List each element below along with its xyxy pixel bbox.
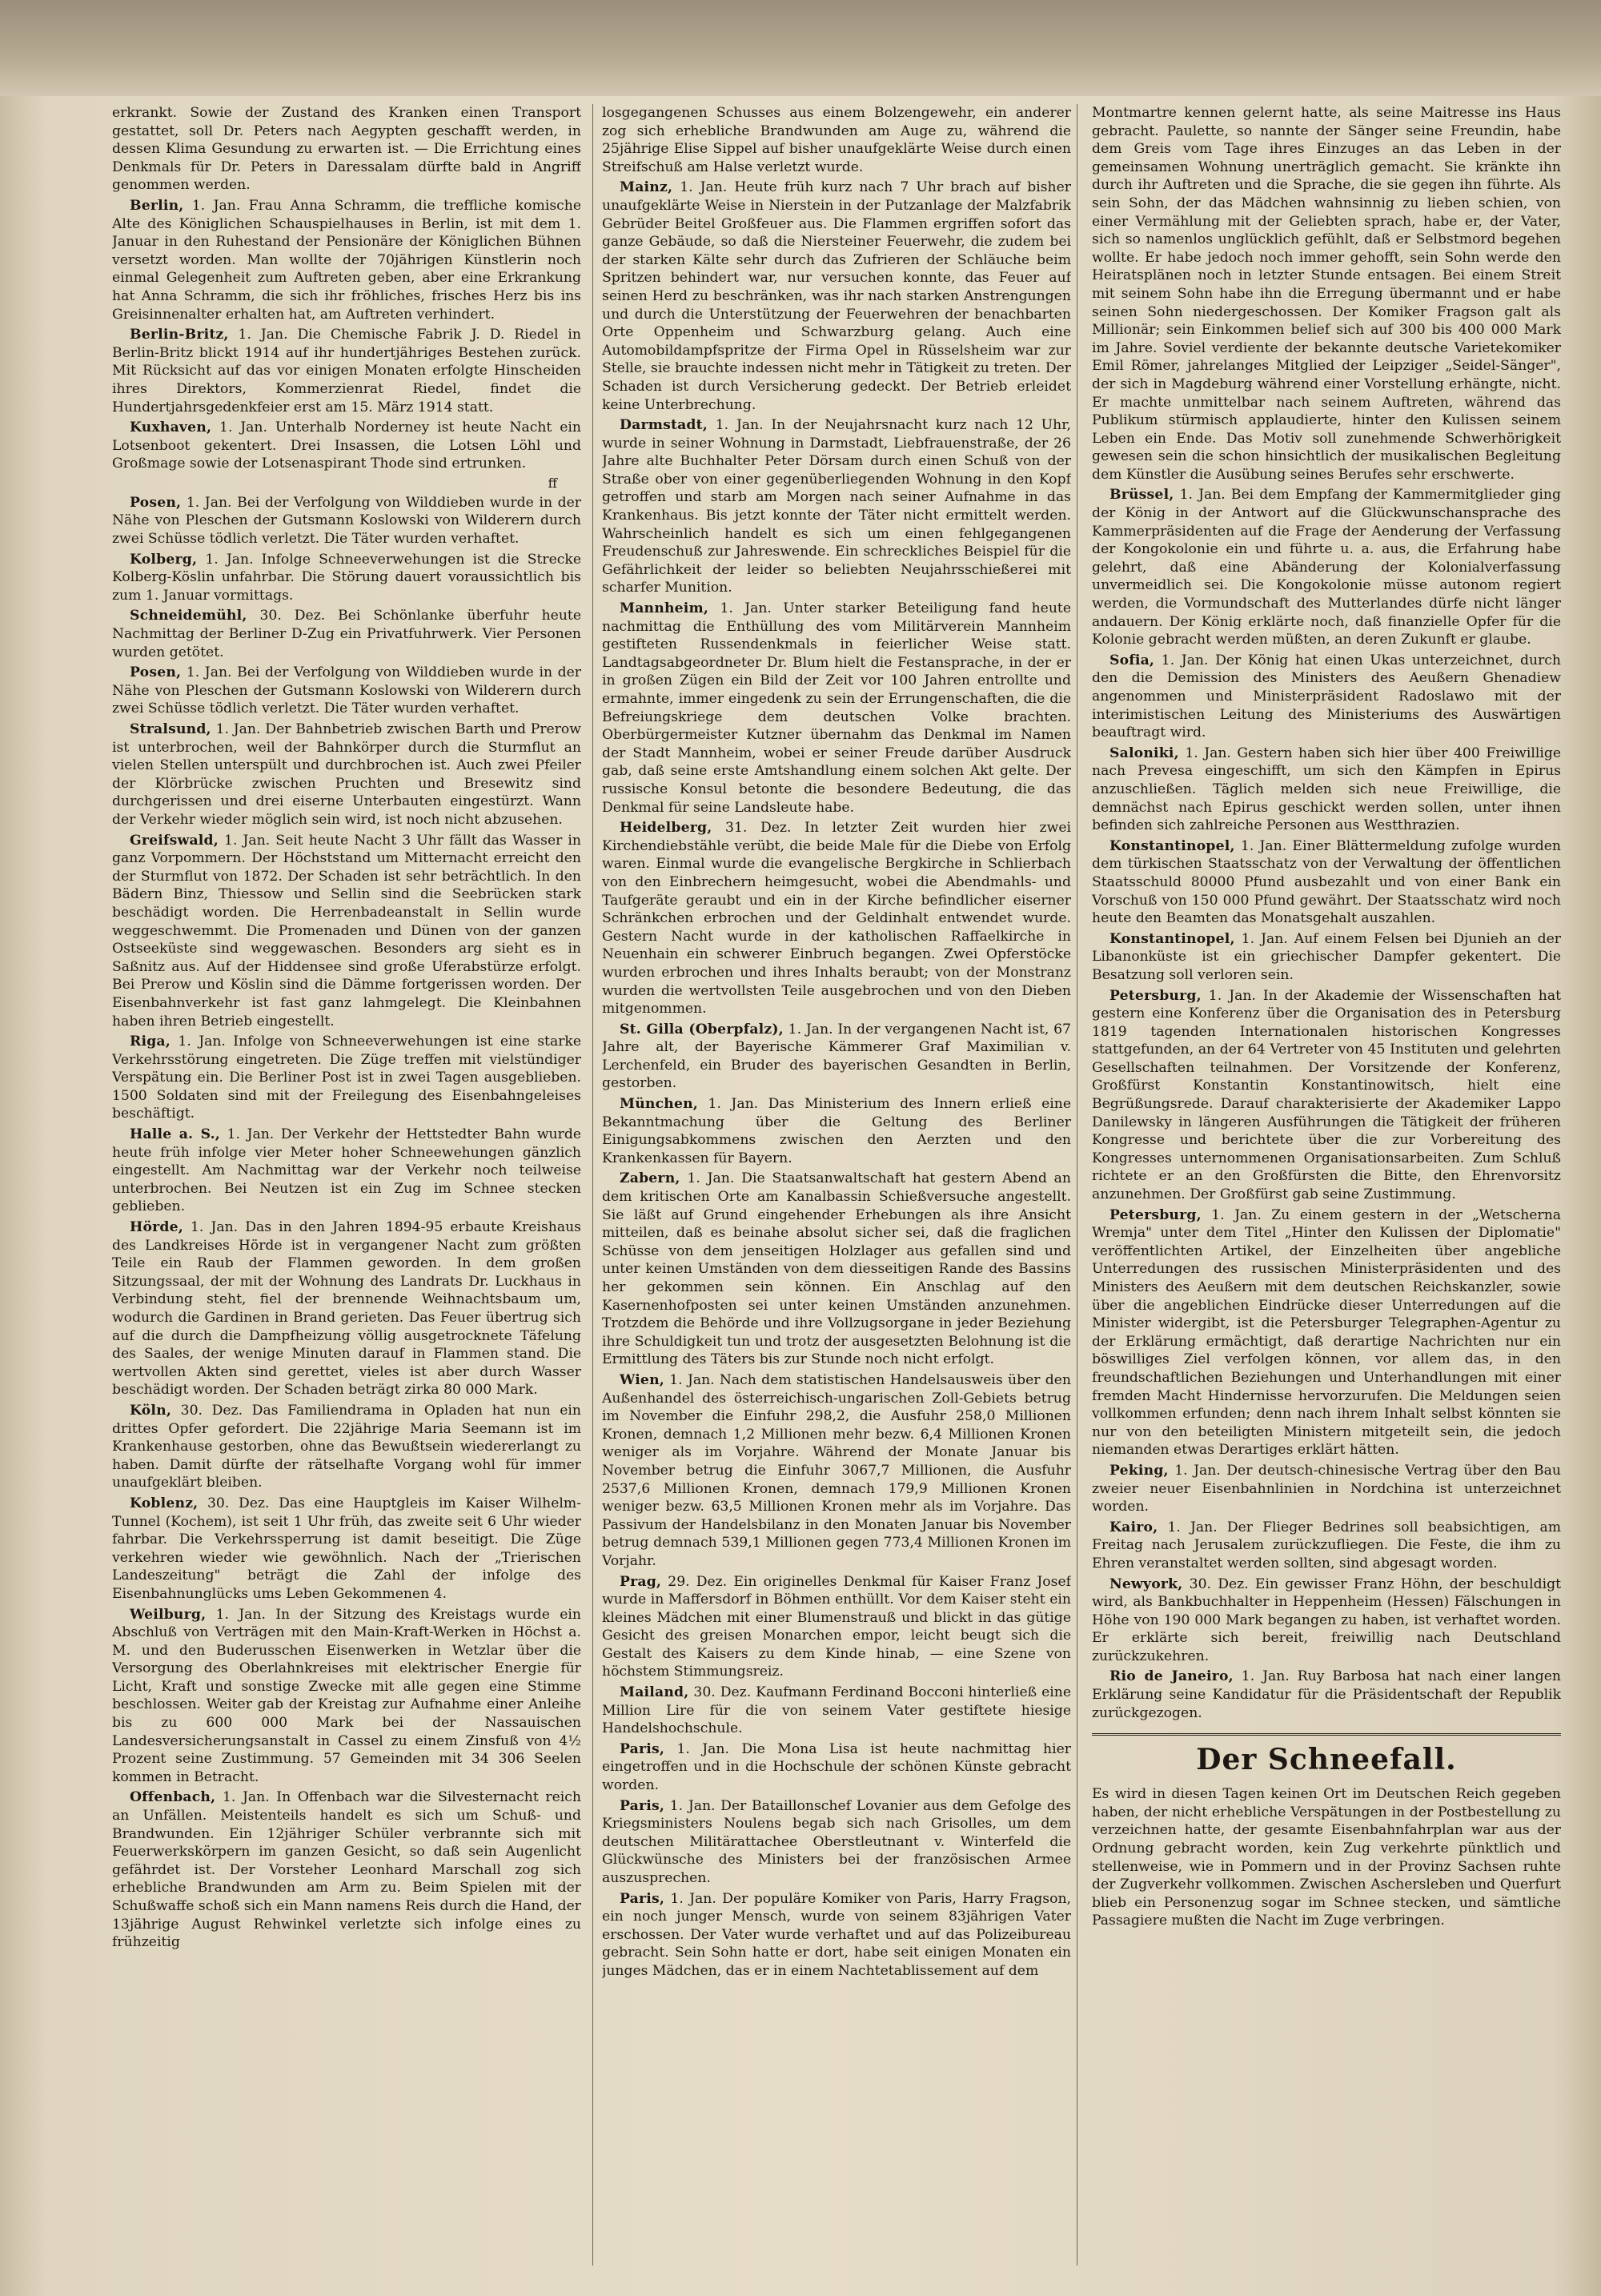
- news-item: [112, 326, 581, 416]
- news-item: [112, 1788, 581, 1951]
- news-item: [112, 607, 581, 661]
- news-text: 1. Jan. Nach dem statistischen Handelsausweis über den Außenhandel des österreichisch-ungarischen Zoll-Gebiets betrug im November die Einfuhr 298,2, die Ausfuhr 258,0 Millionen Kronen, demnach 1,2 Millionen mehr bezw. 6,4 Millionen Kronen weniger als im Vorjahre. Während der Monate Januar bis November betrug die Einfuhr 3067,7 Millionen, die Ausfuhr 2537,6 Millionen Kronen, demnach 179,9 Millionen Kronen weniger bezw. 63,5 Millionen Kronen mehr als im Vorjahre. Das Passivum der Handelsbilanz in den Monaten Januar bis November betrug demnach 539,1 Millionen gegen 773,4 Millionen Kronen im Vorjahr.: [602, 1371, 1071, 1569]
- dateline-place: Mailand,: [620, 1684, 689, 1701]
- news-item: [112, 1033, 581, 1123]
- dateline-place: Weilburg,: [130, 1606, 207, 1623]
- dateline-place: München,: [620, 1096, 698, 1113]
- news-text: 1. Jan. Unter starker Beteiligung fand heute nachmittag die Enthüllung des vom Militärverein Mannheim gestifteten Russendenkmals in feierlicher Weise statt. Landtagsabgeordneter Dr. Blum hielt die Festansprache, in der er in großen Zügen ein Bild der Zeit vor 100 Jahren entrollte und ermahnte, immer eingedenk zu sein der Errungenschaften, die die Befreiungskriege dem deutschen Volke brachten. Oberbürgermeister Kutzner übernahm das Denkmal im Namen der Stadt Mannheim, wobei er seiner Freude darüber Ausdruck gab, daß seine erste Amtshandlung einem solchen Akt gelte. Der russische Konsul betonte die besondere Bedeutung, die das Denkmal für seine Landsleute habe.: [602, 600, 1071, 816]
- news-item: [112, 664, 581, 718]
- news-text: Montmartre kennen gelernt hatte, als seine Maitresse ins Haus gebracht. Paulette, so nannte der Sänger seine Freundin, habe dem Greis vom Tage ihres Einzuges an das Leben in der gemeinsamen Wohnung unerträglich gemacht. Sie kränkte ihn durch ihr Auftreten und die Sprache, die sie gegen ihn führte. Als sein Sohn, der das Mädchen wahnsinnig zu lieben schien, von einer Vermählung mit der Geliebten sprach, habe er, der Vater, sich so namenlos unglücklich gefühlt, daß er Selbstmord begehen wollte. Er habe jedoch noch immer gehofft, sein Sohn werde den Heiratsplänen noch in letzter Stunde entsagen. Bei einem Streit mit seinem Sohn habe ihn die Erregung übermannt und er habe seinen Sohn niedergeschossen. Der Komiker Fragson galt als Millionär; sein Einkommen belief sich auf 300 bis 400 000 Mark im Jahre. Soviel verdiente der bekannte deutsche Varietekomiker Emil Römer, jahrelanges Mitglied der Leipziger „Seidel-Sänger", der sich in Magdeburg während einer Vorstellung erhängte, nicht. Er machte unmittelbar nach seinem Auftreten, während das Publikum stürmisch applaudierte, hinter den Kulissen seinem Leben ein Ende. Das Motiv soll zunehmende Schwerhörigkeit gewesen sein die schon hinsichtlich der musikalischen Begleitung dem Künstler die Ausübung seines Berufes sehr erschwerte.: [1092, 105, 1561, 483]
- news-text: 1. Jan. Der Flieger Bedrines soll beabsichtigen, am Freitag nach Jerusalem zurückzufliegen. Die Feste, die ihm zu Ehren veranstaltet werden sollten, sind abgesagt worden.: [1092, 1519, 1561, 1571]
- news-text: 1. Jan. Einer Blättermeldung zufolge wurden dem türkischen Staatsschatz von der Verwaltung der öffentlichen Staatsschuld 80000 Pfund ausbezahlt und von einer Bank ein Vorschuß von 150 000 Pfund gewährt. Der Staatsschatz wird noch heute den Beamten das Monatsgehalt auszahlen.: [1092, 837, 1561, 927]
- dateline-place: Prag,: [620, 1573, 662, 1590]
- news-item: [602, 1371, 1071, 1571]
- news-item: [602, 179, 1071, 414]
- news-item: [1092, 1785, 1561, 1930]
- news-item: [112, 1606, 581, 1787]
- column-container: [112, 104, 1561, 2266]
- dateline-place: Peking,: [1109, 1462, 1169, 1479]
- dateline-place: Köln,: [130, 1402, 172, 1419]
- news-text: 30. Dez. Das eine Hauptgleis im Kaiser Wilhelm-Tunnel (Kochem), ist seit 1 Uhr früh, das zweite seit 6 Uhr wieder fahrbar. Die Verkehrssperrung ist damit beseitigt. Die Züge verkehren wieder wie gewöhnlich. Nach der „Trierischen Landeszeitung" beträgt die Zahl der infolge des Eisenbahnunglücks ums Leben Gekommenen 4.: [112, 1495, 581, 1602]
- news-item: [602, 104, 1071, 176]
- news-item: [112, 494, 581, 548]
- news-item: [1092, 1462, 1561, 1516]
- news-text: 1. Jan. Die Staatsanwaltschaft hat gestern Abend an dem kritischen Orte am Kanalbassin Schießversuche angestellt. Sie läßt auf Grund eingehender Erhebungen als ihre Ansicht mitteilen, daß es beinahe absolut sicher sei, daß die fraglichen Schüsse von dem jenseitigen Holzlager aus gefallen sind und unter keinen Umständen von dem diesseitigen Rande des Bassins her gekommen sein können. Ein Anschlag auf den Kasernenhofposten sei unter keinen Umständen anzunehmen. Trotzdem die Behörde und ihre Vollzugsorgane in jeder Beziehung ihre Schuldigkeit tun und trotz der ausgesetzten Belohnung ist die Ermittlung des Täters bis zur Stunde noch nicht erfolgt.: [602, 1170, 1071, 1368]
- news-item: [112, 197, 581, 323]
- news-item: [602, 1573, 1071, 1682]
- news-text: 1. Jan. Seit heute Nacht 3 Uhr fällt das Wasser in ganz Vorpommern. Der Höchststand um Mitternacht erreicht den der Sturmflut von 1872. Der Schaden ist sehr beträchtlich. In den Bädern Binz, Thiessow und Sellin sind die Seebrücken stark beschädigt worden. Die Herrenbadeanstalt in Sellin wurde weggeschwemmt. Die Promenaden und Dünen von der ganzen Ostseeküste sind weggewaschen. Besonders arg sieht es in Saßnitz aus. Auf der Hiddensee sind große Uferabstürze erfolgt. Bei Prerow und Köslin sind die Dämme fortgerissen worden. Der Eisenbahnverkehr ist fast ganz lahmgelegt. Die Kleinbahnen haben ihren Betrieb eingestellt.: [112, 832, 581, 1030]
- news-text: erkrankt. Sowie der Zustand des Kranken einen Transport gestattet, soll Dr. Peters nach Aegypten geschafft werden, in dessen Klima Gesundung zu erwarten ist. — Die Errichtung eines Denkmals für Dr. Peters in Daressalam dürfte bald in Angriff genommen werden.: [112, 105, 581, 194]
- news-text: 1. Jan. In der Neujahrsnacht kurz nach 12 Uhr, wurde in seiner Wohnung in Darmstadt, Liebfrauenstraße, der 26 Jahre alte Buchhalter Peter Dörsam durch einen Schuß von der Straße ober von einer gegenüberliegenden Wohnung in den Kopf getroffen und starb am Morgen nach seiner Aufnahme in das Krankenhaus. Bis jetzt konnte der Täter nicht ermittelt werden. Wahrscheinlich handelt es sich um einen fehlgegangenen Freudenschuß zur Jahreswende. Ein schreckliches Beispiel für die Gefährlichkeit der leider so beliebten Neujahrsschießerei mit scharfer Munition.: [602, 417, 1071, 596]
- dateline-place: Greifswald,: [130, 832, 219, 849]
- news-text: losgegangenen Schusses aus einem Bolzengewehr, ein anderer zog sich erhebliche Brandwunden am Auge zu, während die 25jährige Elise Sippel auf bisher unaufgeklärte Weise durch einen Streifschuß am Halse verletzt wurde.: [602, 105, 1071, 175]
- dateline-place: Konstantinopel,: [1109, 837, 1235, 854]
- news-item: [1092, 987, 1561, 1204]
- news-text: 30. Dez. Das Familiendrama in Opladen hat nun ein drittes Opfer gefordert. Die 22jährige Maria Seemann ist im Krankenhause gestorben, ohne das Bewußtsein wiedererlangt zu haben. Damit dürfte der rätselhafte Vorgang wohl für immer unaufgeklärt bleiben.: [112, 1402, 581, 1491]
- news-item: [112, 551, 581, 605]
- dateline-place: St. Gilla (Oberpfalz),: [620, 1021, 784, 1038]
- news-text: 1. Jan. Heute früh kurz nach 7 Uhr brach auf bisher unaufgeklärte Weise in Nierstein in der Putzanlage der Malzfabrik Gebrüder Beitel Großfeuer aus. Die Flammen ergriffen sofort das ganze Gebäude, so daß die Niersteiner Feuerwehr, die zudem bei der starken Kälte sehr durch das Zufrieren der Schläuche beim Spritzen behindert war, nur versuchen konnte, das Feuer auf seinen Herd zu beschränken, was ihr nach starken Anstrengungen und durch die Unterstützung der Feuerwehren der benachbarten Orte Oppenheim und Schwarzburg gelang. Auch eine Automobildampfspritze der Firma Opel in Rüsselsheim war zur Stelle, sie brauchte indessen nicht mehr in Tätigkeit zu treten. Der Schaden ist durch Versicherung gedeckt. Der Betrieb erleidet keine Unterbrechung.: [602, 179, 1071, 413]
- news-text: 30. Dez. Ein gewisser Franz Höhn, der beschuldigt wird, als Bankbuchhalter in Heppenheim (Hessen) Fälschungen in Höhe von 190 000 Mark begangen zu haben, ist verhaftet worden. Er erklärte sich bereit, freiwillig nach Deutschland zurückzukehren.: [1092, 1575, 1561, 1664]
- news-text: 1. Jan. In Offenbach war die Silvesternacht reich an Unfällen. Meistenteils handelt es sich um Schuß- und Brandwunden. Ein 12jähriger Schüler verbrannte sich mit Feuerwerkskörpern im ganzen Gesicht, so daß sein Augenlicht gefährdet ist. Der Vorsteher Leonhard Marschall zog sich erhebliche Brandwunden am Arm zu. Beim Spielen mit der Schußwaffe schoß sich ein Mann namens Reis durch die Hand, der 13jährige August Rehwinkel verletzte sich infolge eines zu frühzeitig: [112, 1789, 581, 1951]
- news-text: 1. Jan. Frau Anna Schramm, die treffliche komische Alte des Königlichen Schauspielhauses in Berlin, ist mit dem 1. Januar in den Ruhestand der Pensionäre der Königlichen Bühnen versetzt worden. Man wollte der 70jährigen Künstlerin noch einmal Gelegenheit zum Auftreten geben, aber eine Erkrankung hat Anna Schramm, die sich ihr fröhliches, frisches Herz bis ins Greisinnenalter erhalten hat, am Auftreten verhindert.: [112, 197, 581, 323]
- dateline-place: Paris,: [620, 1740, 665, 1757]
- news-text: 31. Dez. In letzter Zeit wurden hier zwei Kirchendiebstähle verübt, die beide Male für die Diebe von Erfolg waren. Einmal wurde die evangelische Bergkirche in Schlierbach von den Einbrechern heimgesucht, wobei die Abendmahls- und Taufgeräte geraubt und ein in der Kirche befindlicher eiserner Schränkchen erbrochen und der Geldinhalt entwendet wurde. Gestern Nacht wurde in der katholischen Raffaelkirche in Neuenhain ein schwerer Einbruch begangen. Zwei Opferstöcke wurden erbrochen und ihres Inhalts beraubt; von der Monstranz wurden die wertvollsten Teile ausgebrochen und von den Dieben mitgenommen.: [602, 820, 1071, 1018]
- dateline-place: Heidelberg,: [620, 820, 712, 837]
- news-text: 1. Jan. Bei dem Empfang der Kammermitglieder ging der König in der Antwort auf die Glückwunschansprache des Kammerpräsidenten auf die Frage der Aenderung der Verfassung der Kongokolonie ein und führte u. a. aus, die Erfahrung habe gelehrt, daß eine Abänderung der Kolonialverfassung unvermeidlich sei. Die Kongokolonie müsse autonom regiert werden, die Vormundschaft des Mutterlandes dürfe nicht länger andauern. Der König erklärte noch, daß finanzielle Opfer für die Kolonie gebracht werden müßten, an deren Zukunft er glaube.: [1092, 487, 1561, 648]
- dateline-place: Mannheim,: [620, 600, 709, 617]
- news-item: [602, 1740, 1071, 1795]
- column-2: [602, 104, 1071, 2266]
- news-item: [602, 819, 1071, 1018]
- column-1: [112, 104, 581, 2266]
- news-text: 1. Jan. Bei der Verfolgung von Wilddieben wurde in der Nähe von Pleschen der Gutsmann Koslowski von Wilderern durch zwei Schüsse tödlich verletzt. Die Täter wurden verhaftet.: [112, 664, 581, 717]
- dateline-place: Petersburg,: [1109, 987, 1202, 1004]
- news-text: 1. Jan. In der Sitzung des Kreistags wurde ein Abschluß von Verträgen mit den Main-Kraft-Werken in Höchst a. M. und den Buderusschen Eisenwerken in Wetzlar über die Versorgung des Oberlahnkreises mit elektrischer Energie für Licht, Kraft und sonstige Zwecke mit alle gegen eine Stimme beschlossen. Weiter gab der Kreistag zur Aufnahme einer Anleihe bis zu 600 000 Mark bei der Nassauischen Landesversicherungsanstalt in Cassel zu einem Zinsfuß von 4½ Prozent seine Zustimmung. 57 Gemeinden mit 34 306 Seelen kommen in Betracht.: [112, 1606, 581, 1785]
- page-top-edge: [0, 0, 1601, 96]
- news-text: 1. Jan. Ruy Barbosa hat nach einer langen Erklärung seine Kandidatur für die Präsidentschaft der Republik zurückgezogen.: [1092, 1668, 1561, 1721]
- news-text: 1. Jan. Zu einem gestern in der „Wetscherna Wremja" unter dem Titel „Hinter den Kulissen der Diplomatie" veröffentlichten Artikel, der Einzelheiten über angebliche Unterredungen des russischen Ministerpräsidenten und des Ministers des Aeußern mit dem deutschen Reichskanzler, sowie über die angeblichen Eindrücke dieser Unterredungen auf die Minister widergibt, ist die Petersburger Telegraphen-Agentur zu der Erklärung ermächtigt, daß derartige Nachrichten nur ein böswilliges Ziel verfolgen können, vor allem das, in den freundschaftlichen Beziehungen und Unterhandlungen mit einer fremden Macht Hindernisse hervorzurufen. Die Meldungen seien vollkommen erfunden; denn nach ihrem Inhalt selbst könnten sie nur von den beteiligten Ministern mitgeteilt sein, die jedoch niemanden etwas Derartiges erklärt hätten.: [1092, 1206, 1561, 1459]
- news-text: 1. Jan. Bei der Verfolgung von Wilddieben wurde in der Nähe von Pleschen der Gutsmann Koslowski von Wilderern durch zwei Schüsse tödlich verletzt. Die Täter wurden verhaftet.: [112, 494, 581, 548]
- news-item: [602, 1095, 1071, 1167]
- news-item: [1092, 104, 1561, 484]
- news-item: [1092, 745, 1561, 835]
- column-divider: [592, 104, 593, 2266]
- news-text: 30. Dez. Bei Schönlanke überfuhr heute Nachmittag der Berliner D-Zug ein Privatfuhrwerk. Vier Personen wurden getötet.: [112, 608, 581, 660]
- section-divider: [1092, 1733, 1561, 1736]
- dateline-place: Konstantinopel,: [1109, 930, 1235, 947]
- news-item: [112, 1402, 581, 1492]
- news-item: [112, 721, 581, 829]
- news-item: [1092, 930, 1561, 985]
- news-text: Es wird in diesen Tagen keinen Ort im Deutschen Reich gegeben haben, der nicht erhebliche Verspätungen in der Postbestellung zu verzeichnen hatte, der gesamte Eisenbahnfahrplan war aus der Ordnung gebracht worden, kein Zug verkehrte pünktlich und stellenweise, wie in Pommern und in der Provinz Sachsen ruhte der Zugverkehr vollkommen. Zwischen Aschersleben und Querfurt blieb ein Personenzug sogar im Schnee stecken, und sämtliche Passagiere mußten die Nacht im Zuge verbringen.: [1092, 1786, 1561, 1929]
- news-item: [1092, 652, 1561, 742]
- dateline-place: Sofia,: [1109, 652, 1155, 668]
- news-item: [602, 1021, 1071, 1093]
- dateline-place: Saloniki,: [1109, 745, 1179, 761]
- dateline-place: Rio de Janeiro,: [1109, 1668, 1234, 1685]
- news-text: 30. Dez. Kaufmann Ferdinand Bocconi hinterließ eine Million Lire für die von seinem Vater gestiftete hiesige Handelshochschule.: [602, 1684, 1071, 1737]
- news-item: [112, 419, 581, 473]
- dateline-place: Hörde,: [130, 1219, 183, 1236]
- dateline-place: Petersburg,: [1109, 1206, 1202, 1223]
- news-text: 1. Jan. Der Verkehr der Hettstedter Bahn wurde heute früh infolge vier Meter hoher Schneewehungen gänzlich eingestellt. Am Nachmittag war der Verkehr noch teilweise unterbrochen. Bei Neutzen ist ein Zug im Schnee stecken geblieben.: [112, 1126, 581, 1215]
- news-text: 1. Jan. Die Chemische Fabrik J. D. Riedel in Berlin-Britz blickt 1914 auf ihr hundertjähriges Bestehen zurück. Mit Rücksicht auf das vor einigen Monaten erfolgte Hinscheiden ihres Direktors, Kommerzienrat Riedel, findet die Hundertjahrsgedenkfeier erst am 15. März 1914 statt.: [112, 327, 581, 415]
- dateline-place: Berlin-Britz,: [130, 327, 229, 343]
- dateline-place: Kairo,: [1109, 1519, 1158, 1535]
- author-mark: ff: [548, 475, 557, 491]
- column-3: [1092, 104, 1561, 2266]
- dateline-place: Posen,: [130, 494, 182, 511]
- dateline-place: Paris,: [620, 1890, 665, 1907]
- news-item: [602, 1170, 1071, 1369]
- news-item: [1092, 1668, 1561, 1722]
- dateline-place: Halle a. S.,: [130, 1126, 220, 1143]
- dateline-place: Posen,: [130, 664, 182, 681]
- dateline-place: Paris,: [620, 1797, 665, 1814]
- dateline-place: Brüssel,: [1109, 487, 1174, 504]
- news-item: [1092, 837, 1561, 928]
- news-item: [602, 600, 1071, 817]
- dateline-place: Offenbach,: [130, 1789, 216, 1806]
- news-text: 1. Jan. Der deutsch-chinesische Vertrag über den Bau zweier neuer Eisenbahnlinien in Nordchina ist unterzeichnet worden.: [1092, 1462, 1561, 1515]
- news-item: [112, 1495, 581, 1604]
- dateline-place: Koblenz,: [130, 1495, 199, 1511]
- news-text: 29. Dez. Ein originelles Denkmal für Kaiser Franz Josef wurde in Maffersdorf in Böhmen enthüllt. Vor dem Kaiser steht ein kleines Mädchen mit einer Blumenstrauß und blickt in das gütige Gesicht des greisen Monarchen empor, leicht beugt sich die Gestalt des Kaisers zu dem Kinde hinab, — eine Szene von höchstem Stimmungsreiz.: [602, 1573, 1071, 1680]
- news-text: 1. Jan. Infolge Schneeverwehungen ist die Strecke Kolberg-Köslin unfahrbar. Die Störung dauert voraussichtlich bis zum 1. Januar vormittags.: [112, 551, 581, 604]
- news-text: 1. Jan. Unterhalb Norderney ist heute Nacht ein Lotsenboot gekentert. Drei Insassen, die Lotsen Löhl und Großmage sowie der Lotsenaspirant Thode sind ertrunken.: [112, 419, 581, 472]
- dateline-place: Berlin,: [130, 197, 184, 214]
- section-heading: Der Schneefall.: [1196, 1743, 1457, 1777]
- news-text: 1. Jan. Das in den Jahren 1894-95 erbaute Kreishaus des Landkreises Hörde ist in vergangener Nacht zum größten Teile ein Raub der Flammen geworden. In dem großen Sitzungssaal, der mit der Wohnung des Landrats Dr. Luckhaus in Verbindung steht, fiel der brennende Weihnachtsbaum um, wodurch die Gardinen in Brand gerieten. Das Feuer übertrug sich auf die durch die Dampfheizung völlig ausgetrocknete Täfelung des Saales, der wenige Minuten darauf in Flammen stand. Die wertvollen Akten sind gerettet, vieles ist aber durch Wasser beschädigt worden. Der Schaden beträgt zirka 80 000 Mark.: [112, 1219, 581, 1399]
- news-text: 1. Jan. Das Ministerium des Innern erließ eine Bekanntmachung über die Geltung des Berliner Einigungsabkommens zwischen den Aerzten und den Krankenkassen für Bayern.: [602, 1096, 1071, 1166]
- news-text: 1. Jan. In der vergangenen Nacht ist, 67 Jahre alt, der Bayerische Kämmerer Graf Maximilian v. Lerchenfeld, ein Bruder des bayerischen Gesandten in Berlin, gestorben.: [602, 1021, 1071, 1092]
- news-item: [112, 1126, 581, 1216]
- dateline-place: Kuxhaven,: [130, 419, 212, 436]
- news-item: [602, 416, 1071, 597]
- news-item: [602, 1684, 1071, 1738]
- news-text: 1. Jan. Der Bahnbetrieb zwischen Barth und Prerow ist unterbrochen, weil der Bahnkörper durch die Sturmflut an vielen Stellen unterspült und durchbrochen ist. Auch zwei Pfeiler der Klörbrücke zwischen Pruchten und Bresewitz sind durchgerissen und drei eiserne Unterbauten eingestürzt. Wann der Verkehr wieder möglich sein wird, ist noch nicht abzusehen.: [112, 721, 581, 828]
- news-text: 1. Jan. Der Bataillonschef Lovanier aus dem Gefolge des Kriegsministers Noulens begab sich nach Grisolles, um dem deutschen Militärattachee Oberstleutnant v. Winterfeld die Glückwünsche des Ministers bei der französischen Armee auszusprechen.: [602, 1797, 1071, 1886]
- dateline-place: Darmstadt,: [620, 417, 708, 434]
- news-text: 1. Jan. Gestern haben sich hier über 400 Freiwillige nach Prevesa eingeschifft, um sich den Kämpfen in Epirus anzuschließen. Täglich melden sich neue Freiwillige, die demnächst nach Epirus geschickt werden sollen, unter ihnen befinden sich zahlreiche Personen aus Westthrazien.: [1092, 745, 1561, 834]
- news-item: [1092, 1206, 1561, 1459]
- news-text: 1. Jan. Der populäre Komiker von Paris, Harry Fragson, ein noch junger Mensch, wurde von seinem 83jährigen Vater erschossen. Der Vater wurde verhaftet und auf das Polizeibureau gebracht. Sein Sohn hatte er dort, habe seit einigen Monaten ein junges Mädchen, das er in einem Nachtetablissement auf dem: [602, 1890, 1071, 1979]
- dateline-place: Zabern,: [620, 1170, 680, 1187]
- dateline-place: Mainz,: [620, 179, 673, 196]
- news-text: 1. Jan. In der Akademie der Wissenschaften hat gestern eine Konferenz über die Organisation des in Petersburg 1819 tagenden Internationalen historischen Kongresses stattgefunden, an der 64 Vertreter von 45 Instituten und gelehrten Gesellschaften teilnahmen. Der Vorsitzende der Konferenz, Großfürst Konstantin Konstantinowitsch, hielt eine Begrüßungsrede. Darauf charakterisierte der Akademiker Lappo Danilewsky in längeren Ausführungen die Tätigkeit der früheren Kongresse und berichtete über die zur Vorbereitung des Kongresses unternommenen Organisationsarbeiten. Zum Schluß richtete er an den Großfürsten die Bitte, den Ehrenvorsitz anzunehmen. Der Großfürst gab seine Zustimmung.: [1092, 987, 1561, 1203]
- news-item: [1092, 486, 1561, 648]
- news-item: [1092, 1575, 1561, 1666]
- news-text: 1. Jan. Der König hat einen Ukas unterzeichnet, durch den die Demission des Ministers des Aeußern Ghenadiew angenommen und Ministerpräsident Radoslawo mit der interimistischen Leitung des Ministeriums des Auswärtigen beauftragt wird.: [1092, 652, 1561, 741]
- news-item: [112, 832, 581, 1031]
- news-text: 1. Jan. Die Mona Lisa ist heute nachmittag hier eingetroffen und in die Hochschule der schönen Künste gebracht worden.: [602, 1740, 1071, 1794]
- dateline-place: Riga,: [130, 1034, 171, 1050]
- news-text: 1. Jan. Infolge von Schneeverwehungen ist eine starke Verkehrsstörung eingetreten. Die Züge treffen mit vielstündiger Verspätung ein. Die Berliner Post ist in zwei Tagen ausgeblieben. 1500 Soldaten sind mit der Freilegung des Eisenbahngeleises beschäftigt.: [112, 1034, 581, 1122]
- news-item: [112, 104, 581, 195]
- news-item: [602, 1890, 1071, 1981]
- dateline-place: Newyork,: [1109, 1575, 1183, 1592]
- news-item: [1092, 1519, 1561, 1573]
- dateline-place: Stralsund,: [130, 721, 211, 737]
- dateline-place: Kolberg,: [130, 551, 198, 568]
- news-item: [112, 1218, 581, 1399]
- news-text: 1. Jan. Auf einem Felsen bei Djunieh an der Libanonküste ist ein griechischer Dampfer gekentert. Die Besatzung soll verloren sein.: [1092, 930, 1561, 983]
- dateline-place: Wien,: [620, 1371, 664, 1388]
- dateline-place: Schneidemühl,: [130, 608, 247, 624]
- news-item: [602, 1797, 1071, 1888]
